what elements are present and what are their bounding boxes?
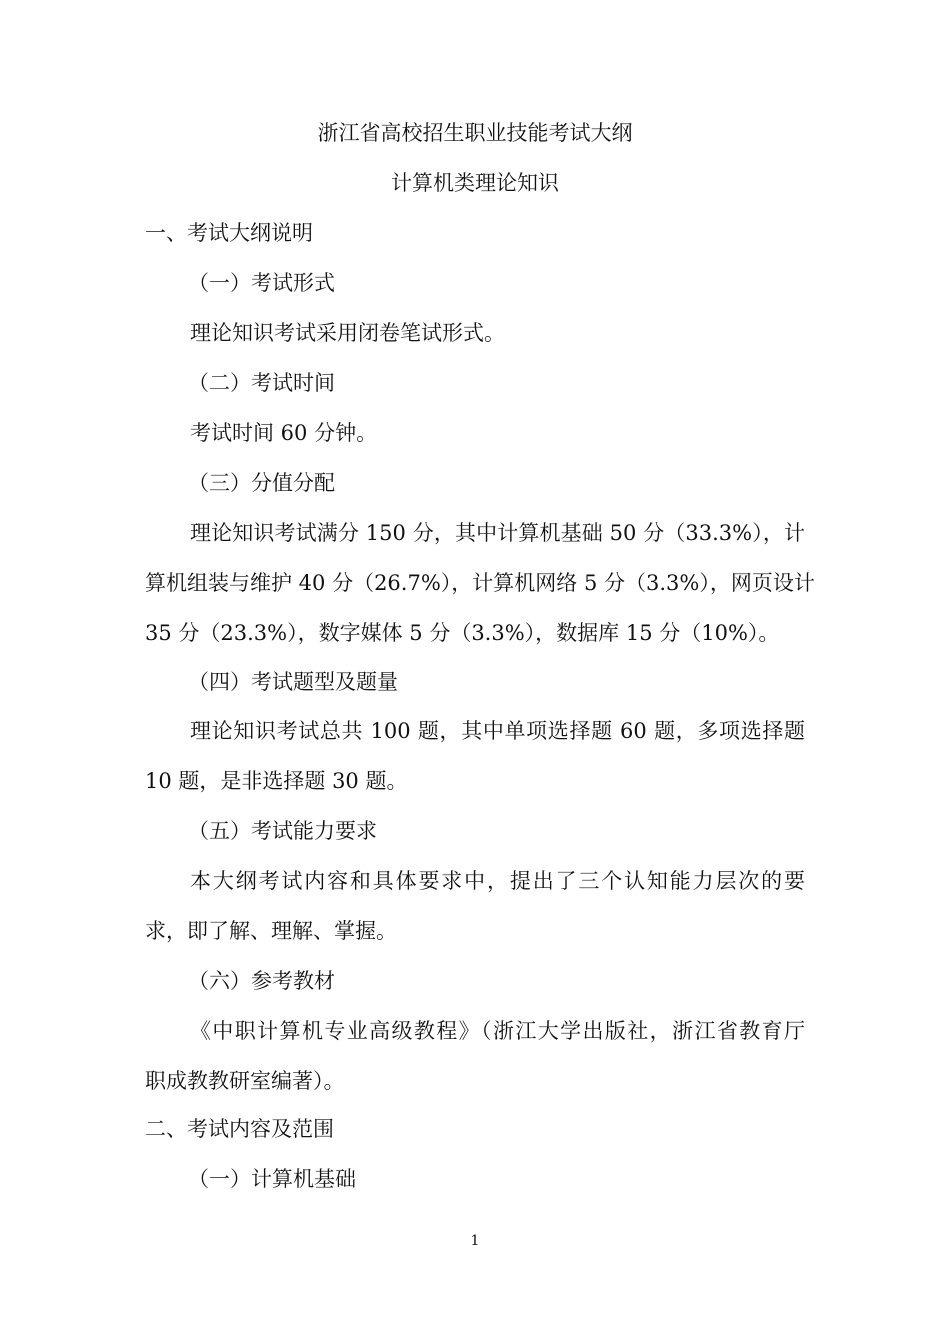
page-number: 1 bbox=[470, 1233, 480, 1249]
question-types-line-1: 理论知识考试总共 100 题，其中单项选择题 60 题，多项选择题 bbox=[190, 719, 805, 743]
question-types-line-2: 10 题，是非选择题 30 题。 bbox=[145, 769, 408, 793]
section-2-heading: 二、考试内容及范围 bbox=[145, 1117, 334, 1141]
subsection-textbook-heading: （六）参考教材 bbox=[188, 969, 335, 993]
score-paragraph-line-1: 理论知识考试满分 150 分，其中计算机基础 50 分（33.3%），计 bbox=[190, 521, 805, 545]
ability-line-1: 本大纲考试内容和具体要求中，提出了三个认知能力层次的要 bbox=[190, 869, 805, 893]
document-subtitle: 计算机类理论知识 bbox=[391, 171, 559, 195]
textbook-line-1: 《中职计算机专业高级教程》（浙江大学出版社，浙江省教育厅 bbox=[190, 1019, 805, 1043]
ability-line-2: 求，即了解、理解、掌握。 bbox=[145, 919, 397, 943]
subsection-exam-time-heading: （二）考试时间 bbox=[188, 371, 335, 395]
subsection-computer-basics-heading: （一）计算机基础 bbox=[188, 1167, 356, 1191]
section-1-heading: 一、考试大纲说明 bbox=[145, 221, 313, 245]
subsection-score-heading: （三）分值分配 bbox=[188, 471, 335, 495]
score-paragraph-line-3: 35 分（23.3%），数字媒体 5 分（3.3%），数据库 15 分（10%）。 bbox=[145, 621, 780, 645]
textbook-line-2: 职成教教研室编著）。 bbox=[145, 1069, 345, 1093]
exam-time-text: 考试时间 60 分钟。 bbox=[190, 421, 378, 445]
exam-form-text: 理论知识考试采用闭卷笔试形式。 bbox=[190, 321, 505, 345]
subsection-question-types-heading: （四）考试题型及题量 bbox=[188, 670, 398, 694]
subsection-exam-form-heading: （一）考试形式 bbox=[188, 271, 335, 295]
score-paragraph-line-2: 算机组装与维护 40 分（26.7%），计算机网络 5 分（3.3%），网页设计 bbox=[145, 571, 815, 595]
subsection-ability-heading: （五）考试能力要求 bbox=[188, 819, 377, 843]
document-title: 浙江省高校招生职业技能考试大纲 bbox=[317, 121, 633, 145]
